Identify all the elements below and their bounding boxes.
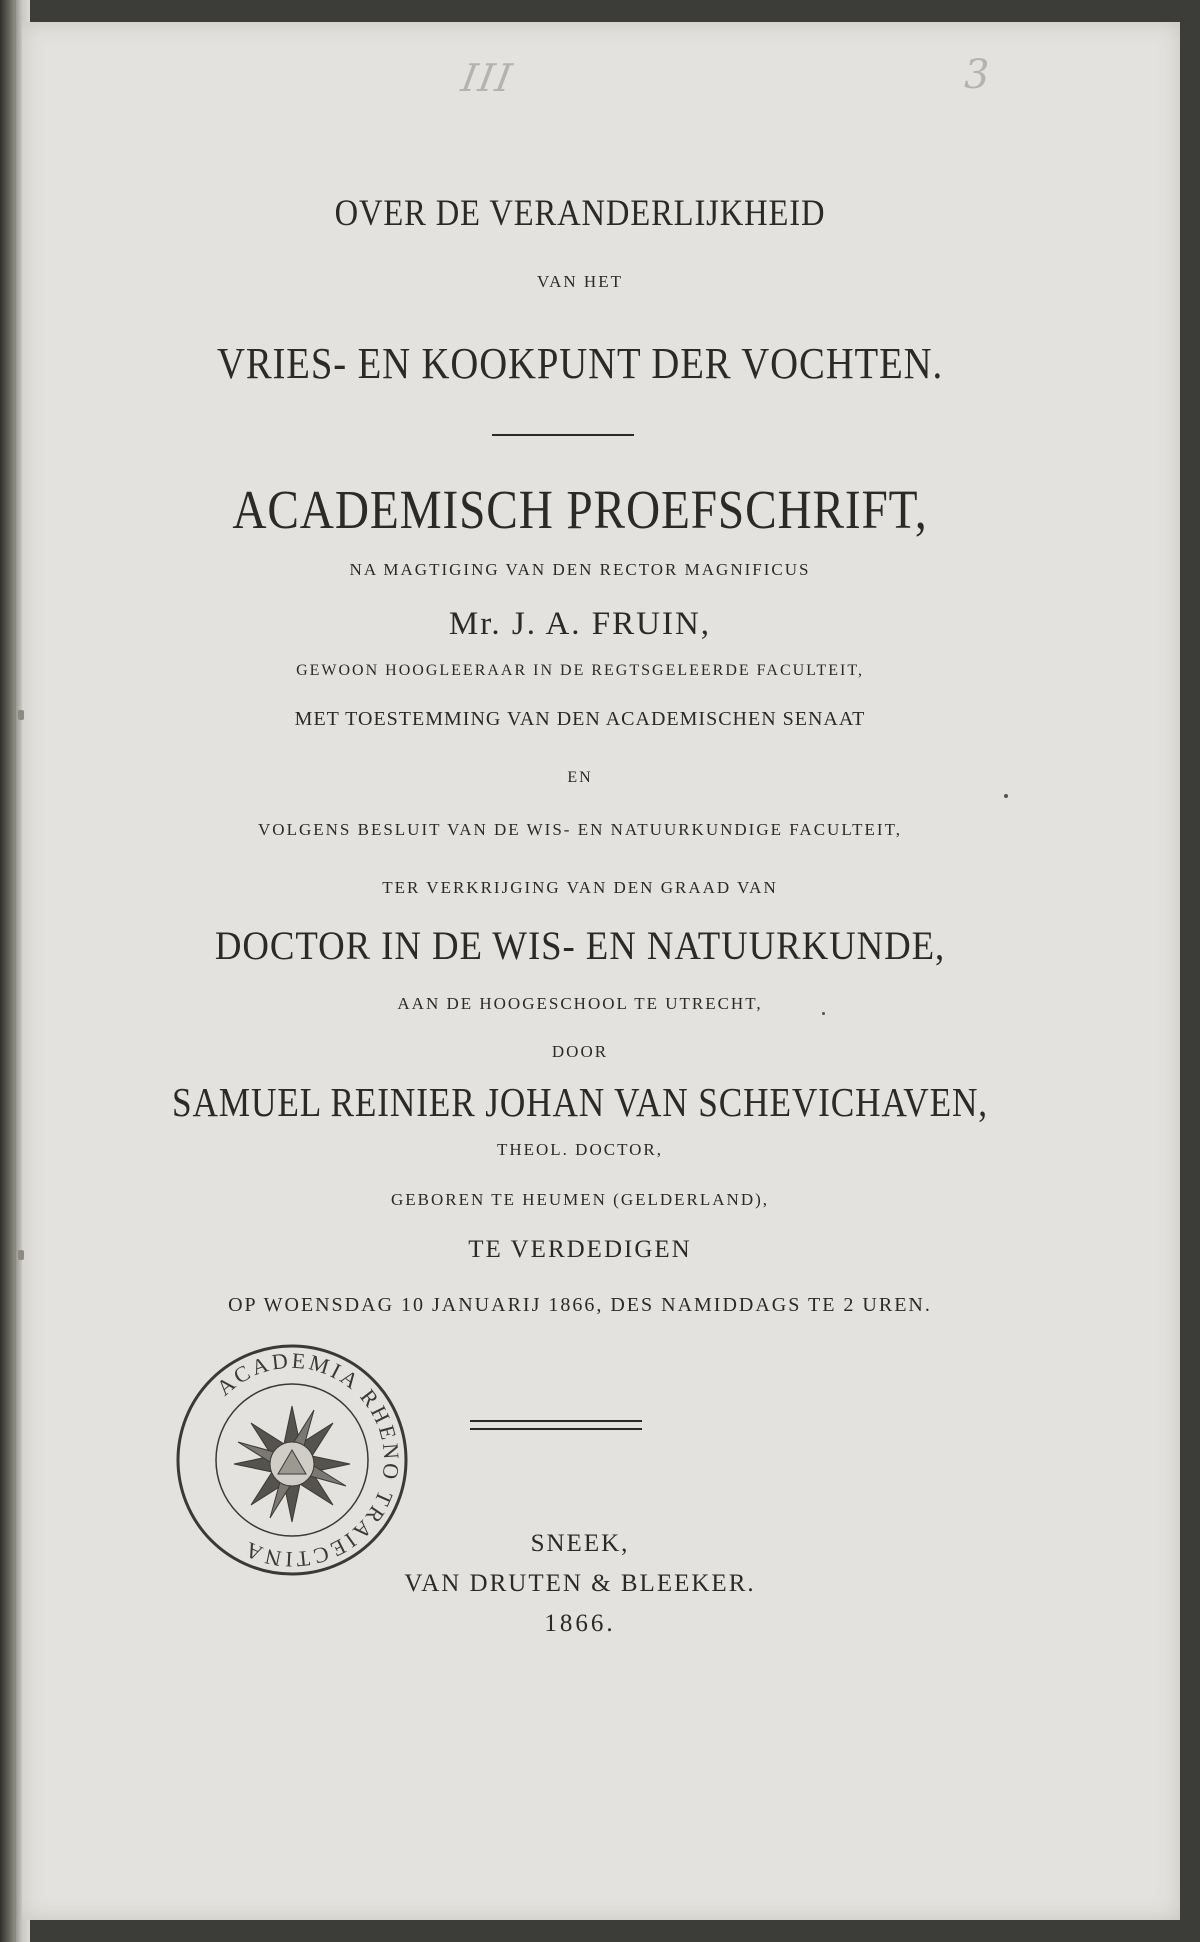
paper-speck <box>18 710 24 720</box>
senate-line: MET TOESTEMMING VAN DEN ACADEMISCHEN SENAAT <box>294 708 866 730</box>
stamp-text: ACADEMIA RHENO TRAIECTINA <box>211 1347 405 1573</box>
birthplace-line: GEBOREN TE HEUMEN (GELDERLAND), <box>390 1190 770 1209</box>
paper-speck <box>1004 794 1008 798</box>
divider-rule <box>492 434 634 436</box>
degree-intro-line: TER VERKRIJGING VAN DEN GRAAD VAN <box>382 878 778 897</box>
university-line: AAN DE HOOGESCHOOL TE UTRECHT, <box>397 994 763 1013</box>
imprint-city: SNEEK, <box>530 1530 630 1557</box>
title-line-1: OVER DE VERANDERLIJKHEID <box>334 193 826 234</box>
pencil-mark-roman: III <box>458 56 517 100</box>
defense-date-line: OP WOENSDAG 10 JANUARIJ 1866, DES NAMIDDAGS TE 2 UREN. <box>228 1294 932 1316</box>
rector-name: Mr. J. A. FRUIN, <box>448 606 712 642</box>
title-line-2: VAN HET <box>537 272 623 291</box>
author-title: THEOL. DOCTOR, <box>496 1140 664 1159</box>
author-name: SAMUEL REINIER JOHAN VAN SCHEVICHAVEN, <box>172 1079 988 1125</box>
by-line: DOOR <box>551 1042 609 1061</box>
double-rule-bottom <box>470 1428 642 1430</box>
paper-speck <box>822 1012 825 1015</box>
rector-title: GEWOON HOOGLEERAAR IN DE REGTSGELEERDE FACULTEIT, <box>296 662 864 679</box>
authorization-line: NA MAGTIGING VAN DEN RECTOR MAGNIFICUS <box>349 560 811 579</box>
faculty-line: VOLGENS BESLUIT VAN DE WIS- EN NATUURKUNDIGE FACULTEIT, <box>258 820 902 839</box>
double-rule-top <box>470 1420 642 1422</box>
imprint-year: 1866. <box>544 1610 616 1637</box>
defend-line: TE VERDEDIGEN <box>468 1236 692 1263</box>
dissertation-heading: ACADEMISCH PROEFSCHRIFT, <box>232 479 928 540</box>
degree-line: DOCTOR IN DE WIS- EN NATUURKUNDE, <box>214 923 946 968</box>
pencil-mark-number: 3 <box>964 52 990 98</box>
paper-speck <box>18 1250 24 1260</box>
imprint-publisher: VAN DRUTEN & BLEEKER. <box>404 1570 756 1597</box>
title-line-3: VRIES- EN KOOKPUNT DER VOCHTEN. <box>216 339 944 388</box>
conjunction-line: EN <box>567 769 593 786</box>
